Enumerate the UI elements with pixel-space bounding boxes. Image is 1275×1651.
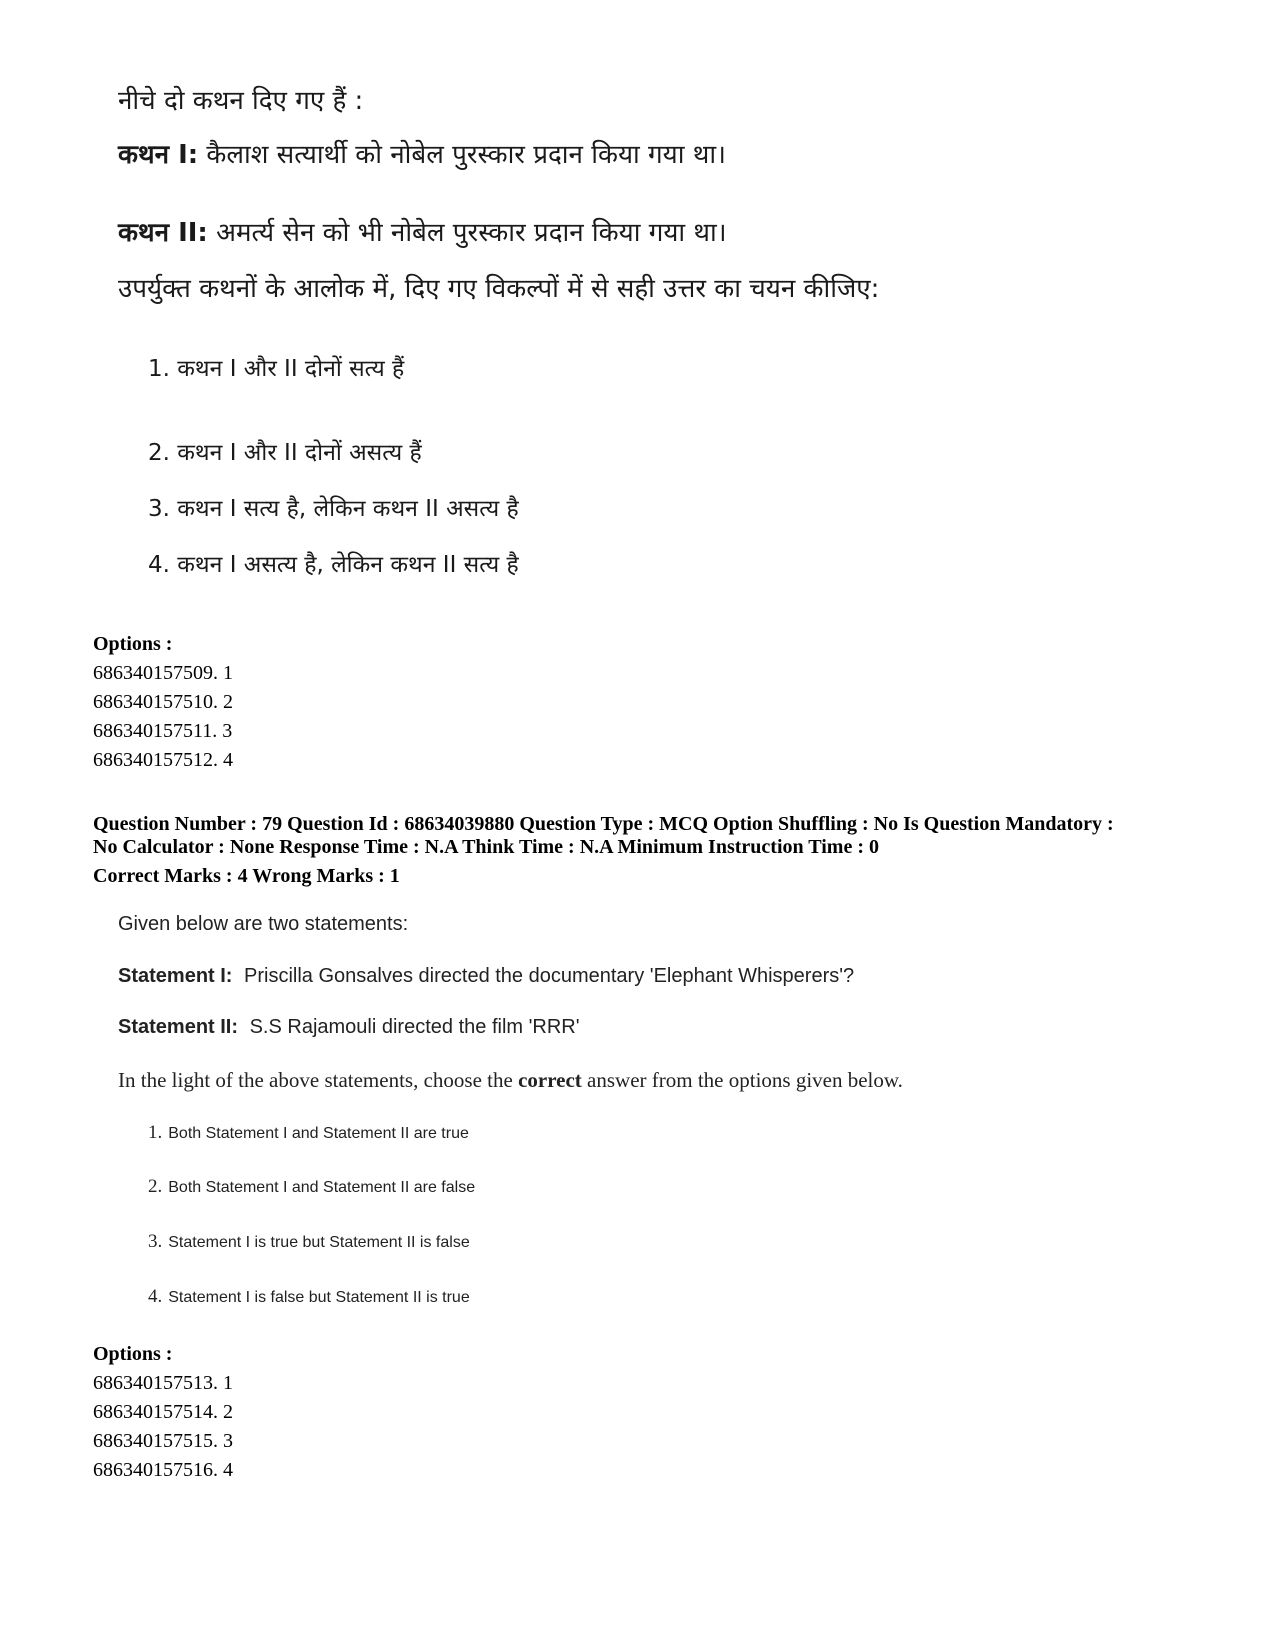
q79-choice-3-text: Statement I is true but Statement II is false	[168, 1234, 470, 1251]
q78-choice-3: 3. कथन I सत्य है, लेकिन कथन II असत्य है	[148, 496, 519, 522]
q79-choice-1	[148, 1122, 469, 1145]
q78-choice-2: 2. कथन I और II दोनों असत्य हैं	[148, 440, 422, 466]
q79-choice-4	[148, 1286, 470, 1309]
q78-statement-2-text: अमर्त्य सेन को भी नोबेल पुरस्कार प्रदान किया गया था।	[216, 218, 727, 248]
q79-choice-3	[148, 1231, 470, 1254]
q79-option-3: 686340157515. 3	[93, 1430, 233, 1452]
q78-options-list	[93, 630, 233, 775]
q79-intro: Given below are two statements:	[118, 913, 409, 935]
q78-statement-1-label: कथन I:	[118, 140, 199, 170]
q79-choice-4-number: 4.	[148, 1286, 163, 1307]
q79-choice-2-number: 2.	[148, 1176, 163, 1197]
q79-choice-1-text: Both Statement I and Statement II are true	[168, 1125, 469, 1142]
q79-statement-1-text: Priscilla Gonsalves directed the documentary 'Elephant Whisperers'?	[244, 965, 855, 987]
q79-choice-1-number: 1.	[148, 1122, 163, 1143]
q79-meta-line-3: Correct Marks : 4 Wrong Marks : 1	[93, 865, 400, 887]
q79-choice-2	[148, 1176, 475, 1199]
q79-choice-2-text: Both Statement I and Statement II are false	[168, 1179, 476, 1196]
q78-statement-1-text: कैलाश सत्यार्थी को नोबेल पुरस्कार प्रदान किया गया था।	[206, 140, 726, 170]
q78-choice-1: 1. कथन I और II दोनों सत्य हैं	[148, 356, 405, 382]
q79-choice-3-number: 3.	[148, 1231, 163, 1252]
q79-instruction-before: In the light of the above statements, choose the	[118, 1068, 519, 1092]
q79-option-1: 686340157513. 1	[93, 1372, 233, 1394]
q79-instruction	[118, 1068, 903, 1093]
q79-options-list	[93, 1340, 233, 1485]
q79-meta-line-1: Question Number : 79 Question Id : 68634039880 Question Type : MCQ Option Shuffling : No Is Question Mandatory :	[93, 813, 1114, 835]
q79-statement-2	[118, 1015, 580, 1039]
q78-intro: नीचे दो कथन दिए गए हैं :	[118, 86, 364, 116]
q78-option-1: 686340157509. 1	[93, 662, 233, 684]
q79-instruction-bold: correct	[518, 1068, 582, 1092]
q79-option-4: 686340157516. 4	[93, 1459, 233, 1481]
q78-instruction: उपर्युक्त कथनों के आलोक में, दिए गए विकल्पों में से सही उत्तर का चयन कीजिए:	[118, 274, 880, 304]
q78-statement-2-label: कथन II:	[118, 218, 208, 248]
q78-option-4: 686340157512. 4	[93, 749, 233, 771]
q78-option-3: 686340157511. 3	[93, 720, 233, 742]
q78-options-heading: Options :	[93, 633, 173, 655]
q79-statement-2-text: S.S Rajamouli directed the film 'RRR'	[249, 1016, 580, 1038]
q78-statement-1	[118, 140, 726, 171]
q78-choice-4: 4. कथन I असत्य है, लेकिन कथन II सत्य है	[148, 552, 519, 578]
q78-option-2: 686340157510. 2	[93, 691, 233, 713]
q79-option-2: 686340157514. 2	[93, 1401, 233, 1423]
q79-statement-1-label: Statement I:	[118, 965, 233, 987]
q79-instruction-after: answer from the options given below.	[581, 1068, 903, 1092]
q79-meta-line-2: No Calculator : None Response Time : N.A Think Time : N.A Minimum Instruction Time : 0	[93, 836, 879, 858]
q79-meta	[93, 813, 1114, 888]
q79-choice-4-text: Statement I is false but Statement II is true	[168, 1289, 470, 1306]
q79-options-heading: Options :	[93, 1343, 173, 1365]
q79-statement-2-label: Statement II:	[118, 1016, 239, 1038]
q79-statement-1	[118, 964, 854, 988]
q78-statement-2	[118, 218, 727, 249]
